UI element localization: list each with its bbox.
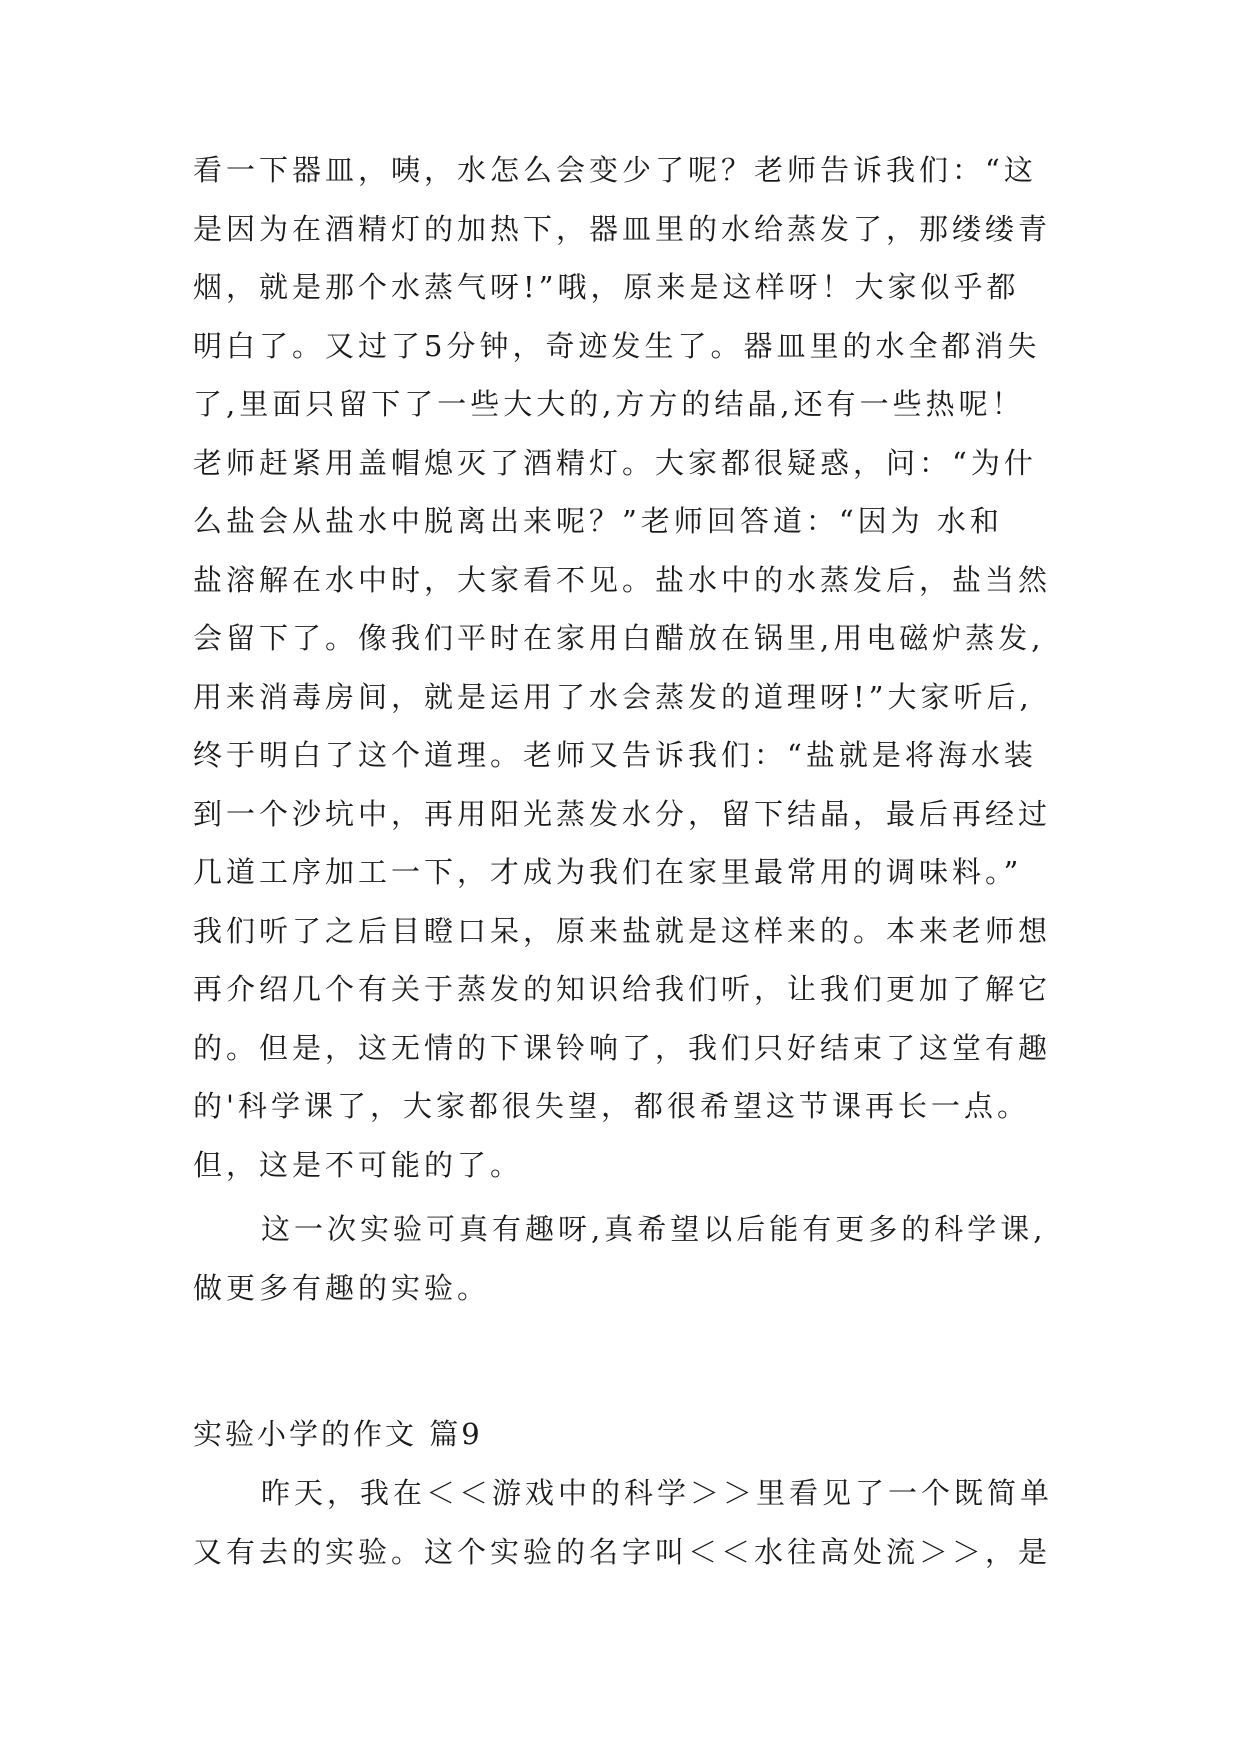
text-line: 了,里面只留下了一些大大的,方方的结晶,还有一些热呢！: [193, 387, 1025, 421]
text-line: 到一个沙坑中，再用阳光蒸发水分，留下结晶，最后再经过: [193, 796, 1052, 831]
section-heading: 实验小学的作文 篇9: [193, 1417, 483, 1451]
text-line: 么盐会从盐水中脱离出来呢？”老师回答道：“因为 水和: [193, 504, 1003, 538]
text-line: 烟，就是那个水蒸气呀!”哦，原来是这样呀！大家似乎都: [193, 270, 1020, 304]
body-paragraph-3: [193, 1464, 1073, 1581]
text-line: 的'科学课了，大家都很失望，都很希望这节课再长一点。: [193, 1089, 1030, 1123]
text-line: 我们听了之后目瞪口呆，原来盐就是这样来的。本来老师想: [193, 913, 1052, 948]
text-line: 做更多有趣的实验。: [193, 1270, 491, 1305]
text-line: 再介绍几个有关于蒸发的知识给我们听，让我们更加了解它: [193, 972, 1052, 1006]
text-line: 这一次实验可真有趣呀,真希望以后能有更多的科学课,: [261, 1212, 1047, 1246]
text-line: 几道工序加工一下，才成为我们在家里最常用的调味料。”: [193, 855, 1023, 889]
text-line: 盐溶解在水中时，大家看不见。盐水中的水蒸发后，盐当然: [193, 562, 1052, 597]
text-line: 是因为在酒精灯的加热下，器皿里的水给蒸发了，那缕缕青: [193, 211, 1052, 246]
text-line: 明白了。又过了5分钟，奇迹发生了。器皿里的水全都消失: [193, 328, 1041, 363]
text-line: 的。但是，这无情的下课铃响了，我们只好结束了这堂有趣: [193, 1030, 1052, 1065]
text-line: 终于明白了这个道理。老师又告诉我们：“盐就是将海水装: [193, 738, 1037, 772]
text-line: 会留下了。像我们平时在家用白醋放在锅里,用电磁炉蒸发,: [193, 621, 1045, 655]
text-line: 老师赶紧用盖帽熄灭了酒精灯。大家都很疑惑，问：“为什: [193, 445, 1037, 480]
text-line: 但，这是不可能的了。: [193, 1147, 524, 1182]
body-paragraph-1: [193, 141, 1073, 1194]
text-line: 又有去的实验。这个实验的名字叫＜＜水往高处流＞＞，是: [193, 1534, 1052, 1569]
section-heading-block: [193, 1405, 1073, 1464]
body-paragraph-2: [193, 1200, 1073, 1317]
text-line: 用来消毒房间，就是运用了水会蒸发的道理呀!”大家听后,: [193, 679, 1033, 714]
text-line: 看一下器皿，咦，水怎么会变少了呢？老师告诉我们：“这: [193, 153, 1037, 187]
text-line: 昨天，我在＜＜游戏中的科学＞＞里看见了一个既简单: [261, 1476, 1054, 1510]
